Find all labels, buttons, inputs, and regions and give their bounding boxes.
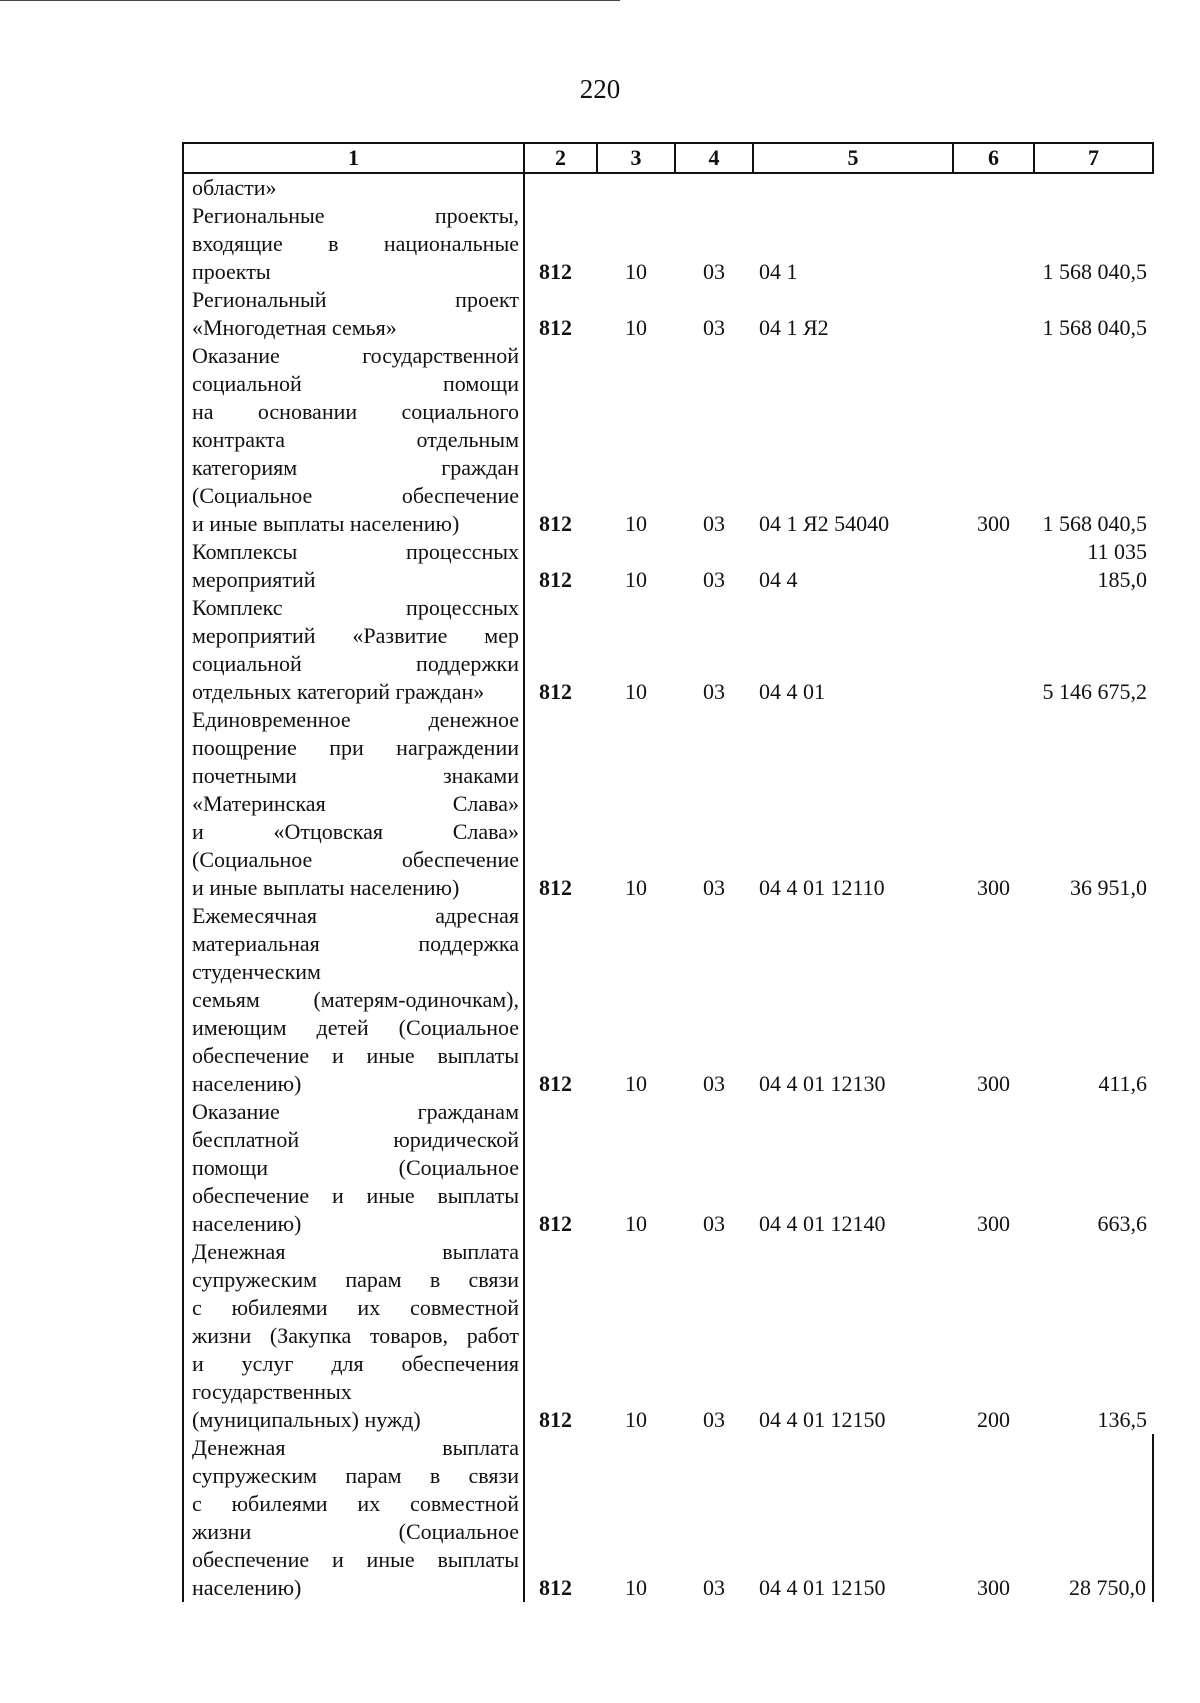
row-gr-code: 812 <box>539 679 572 704</box>
row-name-line: (Социальное обеспечение <box>192 847 519 872</box>
row-cs-code: 04 1 Я2 <box>759 315 829 340</box>
table-row <box>183 342 1153 538</box>
row-name-line: населению) <box>192 1071 302 1096</box>
row-name-line: Ежемесячная адресная <box>192 903 519 928</box>
row-pr-code: 03 <box>703 511 725 536</box>
table-row <box>183 1434 1153 1602</box>
row-name-cell <box>183 706 524 902</box>
row-vr-code: 200 <box>977 1407 1010 1432</box>
row-sum: 36 951,0 <box>1070 875 1147 900</box>
row-name-line: бесплатной юридической <box>192 1127 519 1152</box>
row-name-line: государственных <box>192 1379 352 1404</box>
row-name-line: Комплекс процессных <box>192 595 519 620</box>
row-rz-code: 10 <box>625 511 647 536</box>
row-name-line: категориям граждан <box>192 455 519 480</box>
row-gr-code: 812 <box>539 511 572 536</box>
row-gr-code: 812 <box>539 259 572 284</box>
row-name-cell <box>183 342 524 538</box>
row-pr-code: 03 <box>703 567 725 592</box>
row-gr-code: 812 <box>539 1211 572 1236</box>
row-sum: 663,6 <box>1097 1211 1147 1236</box>
table-row <box>183 706 1153 902</box>
row-rz-code: 10 <box>625 567 647 592</box>
row-name-line: супружеским парам в связи <box>192 1463 519 1488</box>
row-sum: 1 568 040,5 <box>1042 259 1147 284</box>
row-name-line: населению) <box>192 1211 302 1236</box>
row-cs-code: 04 4 01 12140 <box>759 1211 886 1236</box>
row-name-line: Единовременное денежное <box>192 707 519 732</box>
row-name-line: обеспечение и иные выплаты <box>192 1547 519 1572</box>
row-vr-code <box>953 173 1034 286</box>
row-name-line: поощрение при награждении <box>192 735 519 760</box>
header-row <box>183 143 1153 173</box>
row-name-line: социальной поддержки <box>192 651 519 676</box>
row-name-line: на основании социального <box>192 399 519 424</box>
row-name-line: материальная поддержка <box>192 931 519 956</box>
row-name-line: мероприятий <box>192 567 316 592</box>
page-number: 220 <box>579 74 621 104</box>
row-name-line: обеспечение и иные выплаты <box>192 1043 519 1068</box>
row-name-line: «Многодетная семья» <box>192 315 397 340</box>
row-pr-code: 03 <box>703 1071 725 1096</box>
row-name-line: жизни (Закупка товаров, работ <box>192 1323 519 1348</box>
row-name-line: входящие в национальные <box>192 231 519 256</box>
row-name-cell <box>183 1098 524 1238</box>
row-name-cell <box>183 902 524 1098</box>
row-gr-code: 812 <box>539 315 572 340</box>
row-name-line: Комплексы процессных <box>192 539 519 564</box>
table-row <box>183 1238 1153 1434</box>
row-pr-code: 03 <box>703 875 725 900</box>
row-name-cell <box>183 1434 524 1602</box>
row-name-line: студенческим <box>192 959 321 984</box>
row-name-line: жизни (Социальное <box>192 1519 519 1544</box>
row-cs-code: 04 4 01 <box>759 679 825 704</box>
row-name-line: социальной помощи <box>192 371 519 396</box>
row-name-line: Денежная выплата <box>192 1239 519 1264</box>
row-vr-code: 300 <box>977 1071 1010 1096</box>
row-cs-code: 04 4 01 12110 <box>759 875 885 900</box>
row-pr-code: 03 <box>703 315 725 340</box>
row-name-line: отдельных категорий граждан» <box>192 679 485 704</box>
row-name-cell <box>183 1238 524 1434</box>
row-name-line: супружеским парам в связи <box>192 1267 519 1292</box>
header-col-7: 7 <box>1034 143 1153 173</box>
row-name-line: почетными знаками <box>192 763 519 788</box>
row-rz-code: 10 <box>625 1211 647 1236</box>
header-col-4: 4 <box>675 143 753 173</box>
row-name-line: имеющим детей (Социальное <box>192 1015 519 1040</box>
row-name-line: (Социальное обеспечение <box>192 483 519 508</box>
row-vr-code <box>953 538 1034 594</box>
row-name-line: и «Отцовская Слава» <box>192 819 519 844</box>
row-vr-code <box>953 286 1034 342</box>
row-name-cell <box>183 594 524 706</box>
row-pr-code: 03 <box>703 1211 725 1236</box>
row-name-line: проекты <box>192 259 271 284</box>
row-gr-code: 812 <box>539 1407 572 1432</box>
row-name-line: семьям (матерям-одиночкам), <box>192 987 519 1012</box>
row-name-line: и иные выплаты населению) <box>192 875 460 900</box>
row-vr-code <box>953 594 1034 706</box>
table-row <box>183 902 1153 1098</box>
row-cs-code: 04 1 <box>759 259 798 284</box>
row-name-line: Оказание гражданам <box>192 1099 519 1124</box>
row-pr-code: 03 <box>703 1575 725 1600</box>
row-name-line: области» <box>192 175 277 200</box>
row-cs-code: 04 4 <box>759 567 798 592</box>
row-vr-code: 300 <box>977 511 1010 536</box>
row-sum: 28 750,0 <box>1034 1434 1153 1602</box>
top-rule <box>0 0 620 1</box>
row-rz-code: 10 <box>625 1071 647 1096</box>
row-pr-code: 03 <box>703 1407 725 1432</box>
table-row <box>183 286 1153 342</box>
row-rz-code: 10 <box>625 1575 647 1600</box>
header-col-2: 2 <box>524 143 597 173</box>
row-name-line: обеспечение и иные выплаты <box>192 1183 519 1208</box>
table-row <box>183 538 1153 594</box>
header-col-3: 3 <box>597 143 675 173</box>
row-name-line: Денежная выплата <box>192 1435 519 1460</box>
row-name-line: населению) <box>192 1575 302 1600</box>
row-rz-code: 10 <box>625 315 647 340</box>
row-gr-code: 812 <box>539 875 572 900</box>
row-name-line: (муниципальных) нужд) <box>192 1407 421 1432</box>
row-gr-code: 812 <box>539 567 572 592</box>
table-body <box>183 173 1153 1602</box>
budget-table-container <box>182 142 1152 1602</box>
row-name-cell <box>183 538 524 594</box>
budget-table <box>182 142 1154 1602</box>
table-row <box>183 173 1153 286</box>
row-pr-code: 03 <box>703 259 725 284</box>
row-vr-code: 300 <box>977 1575 1010 1600</box>
row-sum: 5 146 675,2 <box>1042 679 1147 704</box>
row-name-line: Оказание государственной <box>192 343 519 368</box>
row-sum: 136,5 <box>1097 1407 1147 1432</box>
table-row <box>183 1098 1153 1238</box>
row-name-line: контракта отдельным <box>192 427 519 452</box>
row-name-cell <box>183 173 524 286</box>
row-vr-code: 300 <box>977 875 1010 900</box>
row-rz-code: 10 <box>625 875 647 900</box>
row-sum: 1 568 040,5 <box>1042 315 1147 340</box>
row-name-cell <box>183 286 524 342</box>
row-sum: 11 035 185,0 <box>1087 539 1147 592</box>
row-name-line: помощи (Социальное <box>192 1155 519 1180</box>
header-col-5: 5 <box>753 143 953 173</box>
row-name-line: и иные выплаты населению) <box>192 511 460 536</box>
row-cs-code: 04 4 01 12150 <box>759 1407 886 1432</box>
row-name-line: с юбилеями их совместной <box>192 1295 519 1320</box>
row-sum: 1 568 040,5 <box>1042 511 1147 536</box>
row-cs-code: 04 4 01 12130 <box>759 1071 886 1096</box>
row-name-line: мероприятий «Развитие мер <box>192 623 519 648</box>
row-name-line: Региональные проекты, <box>192 203 519 228</box>
table-row <box>183 594 1153 706</box>
header-col-6: 6 <box>953 143 1034 173</box>
row-rz-code: 10 <box>625 259 647 284</box>
row-gr-code: 812 <box>539 1575 572 1600</box>
row-name-line: «Материнская Слава» <box>192 791 519 816</box>
row-cs-code: 04 4 01 12150 <box>759 1575 886 1600</box>
row-cs-code: 04 1 Я2 54040 <box>759 511 890 536</box>
row-name-line: Региональный проект <box>192 287 519 312</box>
row-gr-code: 812 <box>539 1071 572 1096</box>
row-pr-code: 03 <box>703 679 725 704</box>
header-col-1: 1 <box>183 143 524 173</box>
row-rz-code: 10 <box>625 1407 647 1432</box>
row-name-line: и услуг для обеспечения <box>192 1351 519 1376</box>
row-rz-code: 10 <box>625 679 647 704</box>
row-sum: 411,6 <box>1098 1071 1147 1096</box>
row-vr-code: 300 <box>977 1211 1010 1236</box>
row-name-line: с юбилеями их совместной <box>192 1491 519 1516</box>
